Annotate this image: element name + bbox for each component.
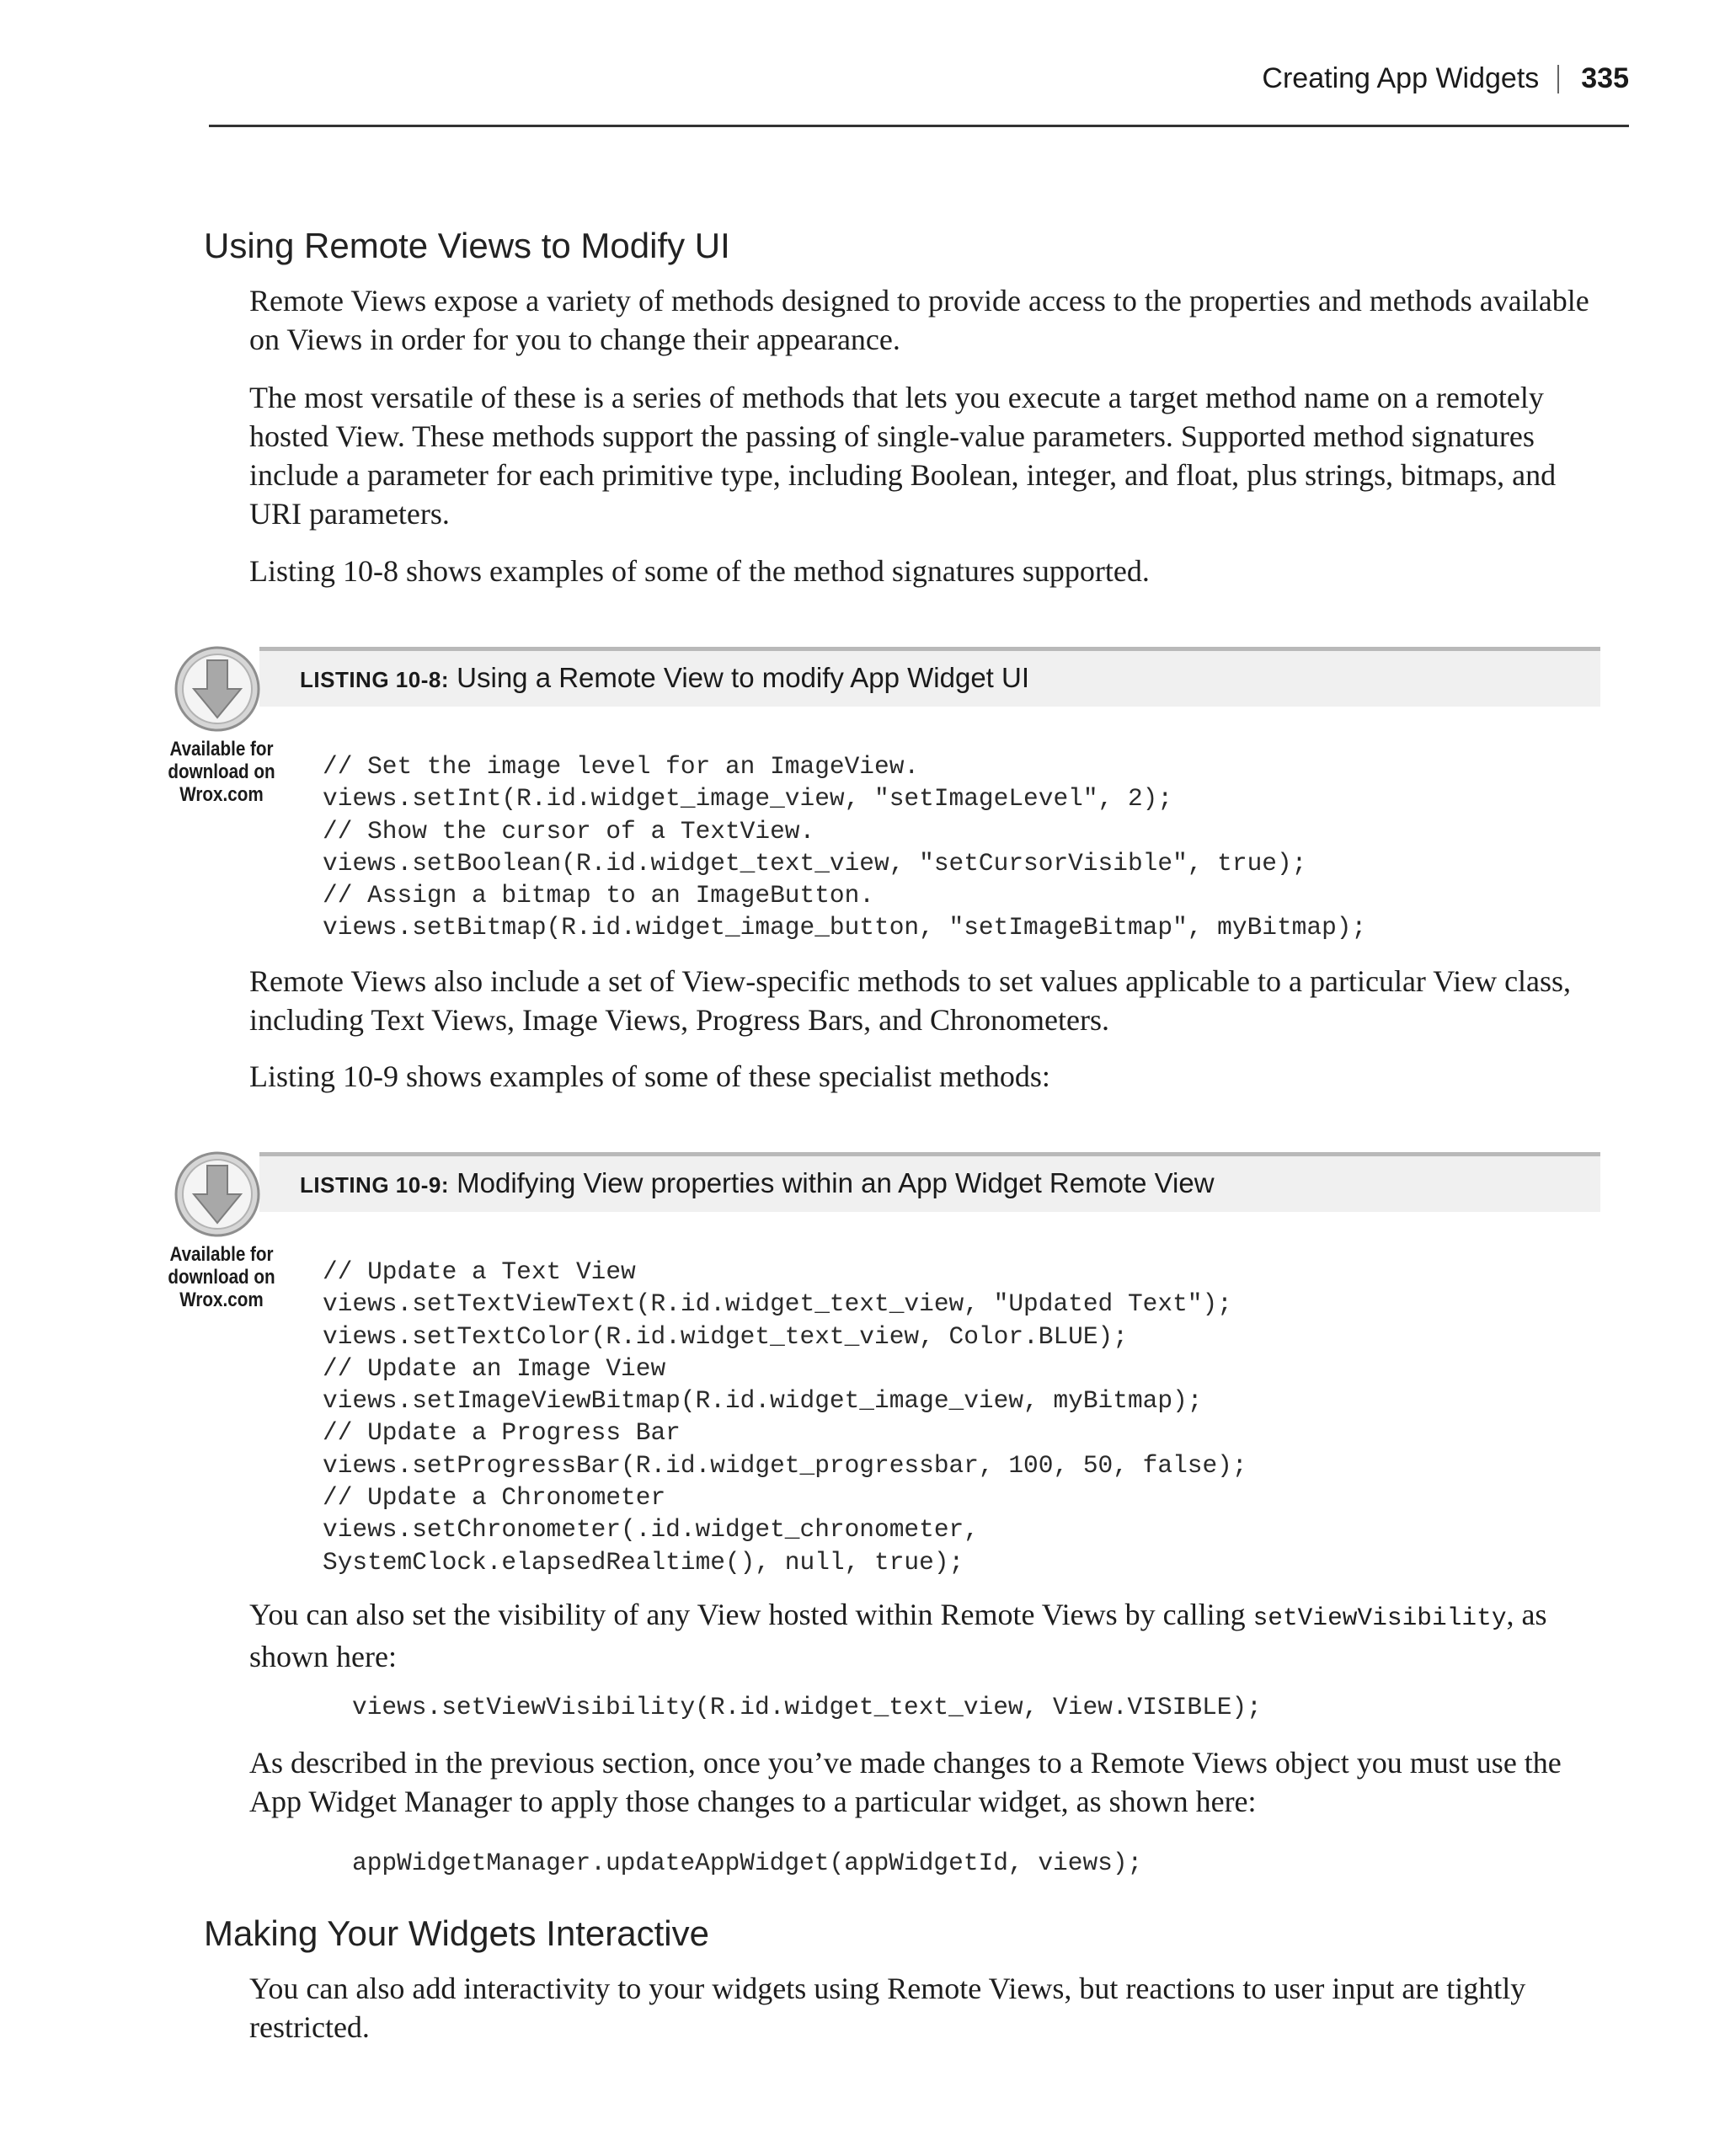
section-heading-interactive: Making Your Widgets Interactive bbox=[204, 1913, 709, 1953]
section-heading-remote-views: Using Remote Views to Modify UI bbox=[204, 226, 730, 265]
download-badge-line: Available for bbox=[169, 738, 274, 760]
download-badge-line: Wrox.com bbox=[179, 1289, 264, 1311]
running-header bbox=[1262, 62, 1629, 95]
paragraph-text: Listing 10-9 shows examples of some of these specialist methods: bbox=[249, 1059, 1050, 1093]
paragraph-apply-changes bbox=[249, 1743, 1605, 1821]
paragraph-visibility bbox=[249, 1595, 1605, 1676]
download-badge-line: download on bbox=[168, 1266, 275, 1289]
paragraph-text: Listing 10-8 shows examples of some of the method signatures supported. bbox=[249, 554, 1150, 588]
listing-caption: Using a Remote View to modify App Widget UI bbox=[457, 662, 1030, 693]
running-header-title: Creating App Widgets bbox=[1262, 62, 1540, 94]
paragraph-text: As described in the previous section, once you’ve made changes to a Remote Views object you must use the App Widget Manager to apply those changes to a particular widget, as shown here: bbox=[249, 1746, 1562, 1818]
header-rule bbox=[209, 125, 1629, 127]
paragraph-text: , as shown here: bbox=[249, 1598, 1547, 1673]
code-snippet-visibility: views.setViewVisibility(R.id.widget_text_view, View.VISIBLE); bbox=[352, 1693, 1262, 1721]
listing-label: LISTING 10-9: bbox=[300, 1172, 449, 1198]
paragraph-text: You can also add interactivity to your widgets using Remote Views, but reactions to user input are tightly restricted. bbox=[249, 1972, 1526, 2044]
paragraph-intro bbox=[249, 281, 1605, 359]
listing-title bbox=[300, 1167, 1215, 1199]
paragraph-text: The most versatile of these is a series of methods that lets you execute a target method name on a remotely hosted View. These methods support the passing of single-value parameters. Supported method signatures include a parameter for each primitive type, including Boolean, integer, and float, plus strings, bitmaps, and URI parameters. bbox=[249, 381, 1557, 531]
code-snippet-update: appWidgetManager.updateAppWidget(appWidgetId, views); bbox=[352, 1849, 1143, 1877]
page-number: 335 bbox=[1581, 62, 1629, 94]
paragraph-interactivity bbox=[249, 1969, 1605, 2047]
download-badge-line: Available for bbox=[169, 1243, 274, 1266]
inline-code: setViewVisibility bbox=[1252, 1604, 1507, 1632]
paragraph-view-specific bbox=[249, 962, 1605, 1039]
listing-caption: Modifying View properties within an App Widget Remote View bbox=[457, 1167, 1215, 1198]
download-badge-line: download on bbox=[168, 760, 275, 783]
download-badge-text bbox=[158, 1243, 285, 1311]
listing-title bbox=[300, 662, 1029, 694]
paragraph-versatile bbox=[249, 378, 1605, 533]
paragraph-listing-ref bbox=[249, 552, 1605, 590]
code-listing-10-9: // Update a Text View views.setTextViewText(R.id.widget_text_view, "Updated Text"); views.setTextColor(R.id.widget_text_view, Color.BLUE); // Update an Image View views.setImageViewBitmap(R.id.widget_image_view, myBitmap); // Update a Progress Bar views.setProgressBar(R.id.widget_progressbar, 100, 50, false); // Update a Chronometer views.setChronometer(.id.widget_chronometer, SystemClock.elapsedRealtime(), null, true); bbox=[323, 1257, 1247, 1577]
download-arrow-icon bbox=[174, 1150, 261, 1238]
paragraph-text: You can also set the visibility of any View hosted within Remote Views by calling bbox=[249, 1598, 1253, 1631]
download-badge-line: Wrox.com bbox=[179, 783, 264, 806]
paragraph-text: Remote Views expose a variety of methods designed to provide access to the properties and methods available on Views in order for you to change their appearance. bbox=[249, 284, 1589, 356]
header-separator bbox=[1557, 65, 1559, 93]
code-listing-10-8: // Set the image level for an ImageView. views.setInt(R.id.widget_image_view, "setImageLevel", 2); // Show the cursor of a TextView. views.setBoolean(R.id.widget_text_view, "setCursorVisible", true); // Assign a bitmap to an ImageButton. views.setBitmap(R.id.widget_image_button, "setImageBitmap", myBitmap); bbox=[323, 752, 1367, 942]
paragraph-listing-ref-2 bbox=[249, 1057, 1605, 1096]
listing-label: LISTING 10-8: bbox=[300, 667, 449, 692]
download-arrow-icon bbox=[174, 645, 261, 733]
download-badge-text bbox=[158, 738, 285, 806]
paragraph-text: Remote Views also include a set of View-specific methods to set values applicable to a particular View class, including Text Views, Image Views, Progress Bars, and Chronometers. bbox=[249, 964, 1572, 1037]
